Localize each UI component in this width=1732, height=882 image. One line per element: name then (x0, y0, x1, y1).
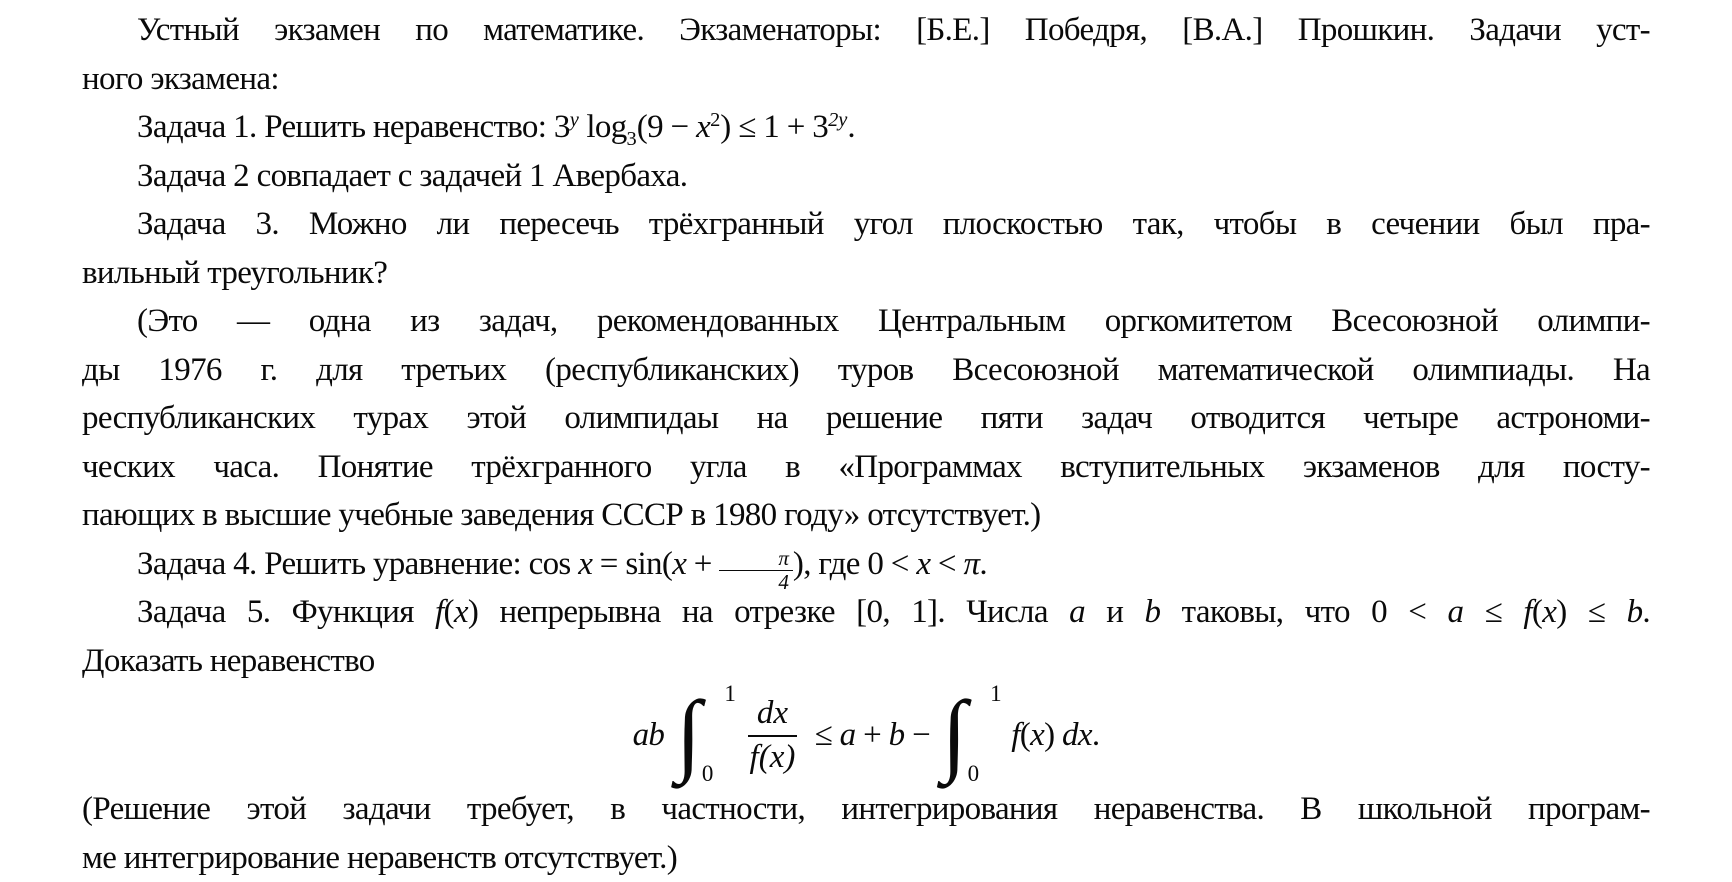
task-1-line (82, 103, 1650, 152)
text-segment: ды 1976 г. для третьих (республиканских) туров Всесоюзной математической олимпиады. На (82, 351, 1650, 388)
text-segment: a (1447, 594, 1464, 630)
note-line-5 (82, 491, 1650, 540)
fraction-numerator: π (719, 547, 793, 571)
text-segment: вильный треугольник? (82, 254, 388, 291)
text-segment: < (930, 545, 964, 582)
note-line-2 (82, 346, 1650, 395)
task-2-line (82, 152, 1650, 201)
fraction-denominator: 4 (778, 569, 789, 594)
task-3-line-2 (82, 249, 1650, 298)
integral-glyph-icon: ∫ (941, 682, 967, 785)
fraction-numerator: dx (748, 695, 797, 737)
text-segment: Доказать неравенство (82, 642, 375, 679)
integral-lower-limit: 0 (701, 761, 714, 786)
text-segment: a (1069, 594, 1085, 630)
closing-line-1 (82, 785, 1650, 834)
text-segment: x (696, 109, 711, 145)
intro-line-2 (82, 55, 1650, 104)
task-5-line-1 (82, 588, 1650, 637)
text-segment: . (1091, 716, 1100, 753)
integral-sign (675, 681, 736, 786)
text-segment: республиканских турах этой олимпидаы на решение пяти задач отводится четыре астрономи- (82, 400, 1650, 436)
text-segment: (9 − (636, 109, 697, 145)
text-segment: ного экзамена: (82, 60, 279, 97)
text-segment: x (916, 545, 931, 582)
text-segment: b (1144, 594, 1161, 630)
text-segment: x (453, 594, 468, 630)
text-segment: . (847, 109, 855, 145)
text-segment: (Это — одна из задач, рекомендованных Центральным оргкомитетом Всесоюзной олимпи- (137, 303, 1650, 339)
closing-line-2 (82, 834, 1650, 882)
text-segment: ) (1044, 716, 1062, 753)
text-segment: 3 (626, 127, 637, 150)
text-segment: Задача 3. Можно ли пересечь трёхгранный угол плоскостью так, чтобы в сечении был пра- (137, 206, 1650, 242)
fraction (719, 547, 793, 594)
text-segment: π (963, 545, 980, 582)
text-segment: ) ≤ 1 + 3 (720, 109, 829, 145)
text-segment: dx (1062, 716, 1092, 753)
text-segment: b (1626, 594, 1643, 630)
text-segment: ческих часа. Понятие трёхгранного угла в «Программах вступительных экзаменов для посту- (82, 448, 1650, 485)
task-5-display-formula (82, 681, 1650, 786)
text-segment: f (435, 594, 444, 630)
note-line-3 (82, 394, 1650, 443)
text-segment: . (1642, 594, 1650, 630)
text-segment: . (979, 545, 987, 582)
text-segment: ab (632, 716, 672, 753)
text-segment: ( (1019, 716, 1031, 753)
task-5-line-2 (82, 637, 1650, 686)
integral-sign (941, 681, 1002, 786)
text-segment: x (1542, 594, 1557, 630)
text-segment: 2y (828, 108, 848, 131)
integral-glyph-icon: ∫ (675, 682, 702, 785)
text-segment: y (569, 108, 579, 131)
text-segment: Задача 1. Решить неравенство: 3 (137, 109, 570, 145)
note-line-1 (82, 297, 1650, 346)
text-segment: Задача 2 совпадает с задачей 1 Авербаха. (137, 157, 688, 194)
text-segment: f (1003, 716, 1020, 753)
text-segment: (Решение этой задачи требует, в частности, интегрирования неравенства. В школьной програм- (82, 791, 1650, 827)
text-segment: log (578, 109, 627, 145)
text-segment: таковы, что 0 < (1160, 594, 1448, 630)
text-segment: b (888, 716, 905, 753)
note-line-4 (82, 443, 1650, 492)
task-4-line (82, 540, 1650, 594)
text-segment: ) непрерывна на отрезке [0, 1]. Числа (467, 594, 1070, 630)
text-segment: x (672, 545, 687, 582)
text-segment: Устный экзамен по математике. Экзаменаторы: [Б.Е.] Победря, [В.А.] Прошкин. Задачи уст- (137, 12, 1650, 48)
text-segment: ≤ (807, 716, 840, 753)
text-segment: f (1523, 594, 1532, 630)
fraction (748, 695, 797, 776)
text-segment: x (578, 545, 593, 582)
text-segment: − (904, 716, 938, 753)
text-segment: ( (1531, 594, 1543, 630)
text-segment: x (1030, 716, 1045, 753)
text-segment: a (839, 716, 856, 753)
text-segment: 2 (710, 108, 721, 131)
text-segment: и (1084, 594, 1145, 630)
task-3-line-1 (82, 200, 1650, 249)
integral-upper-limit: 1 (724, 681, 736, 706)
text-segment: + (686, 545, 720, 582)
intro-line-1 (82, 6, 1650, 55)
integral-upper-limit: 1 (990, 681, 1002, 706)
text-segment: ), где 0 < (792, 545, 917, 582)
text-segment: пающих в высшие учебные заведения СССР в 1980 году» отсутствует.) (82, 497, 1041, 533)
text-segment: = sin( (592, 545, 673, 582)
text-segment: Задача 5. Функция (137, 594, 436, 630)
integral-lower-limit: 0 (967, 761, 980, 786)
text-segment: ме интегрирование неравенств отсутствует.) (82, 839, 678, 876)
fraction-denominator: f(x) (749, 738, 796, 775)
text-segment: Задача 4. Решить уравнение: cos (137, 545, 579, 582)
text-segment: ≤ (1463, 594, 1524, 630)
text-segment: ) ≤ (1556, 594, 1627, 630)
text-segment: ( (443, 594, 454, 630)
text-segment: + (855, 716, 889, 753)
